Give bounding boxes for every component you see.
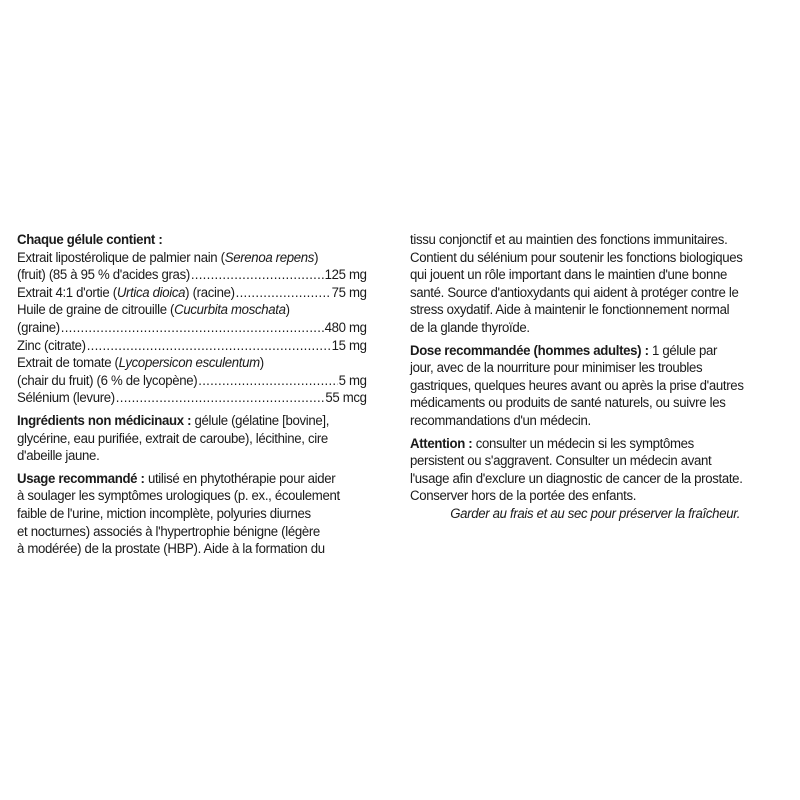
nonmedicinal-line: d'abeille jaune.: [17, 448, 100, 465]
leader-dots: [191, 267, 324, 285]
ingredient-palmetto-amount-row: (fruit) (85 à 95 % d'acides gras) ..... 125 mg: [17, 267, 367, 285]
usage-continued-line: qui jouent un rôle important dans le maintien d'une bonne: [410, 267, 727, 284]
leader-dots: [61, 320, 324, 338]
leader-dots: [236, 285, 331, 303]
nonmedicinal-line: glycérine, eau purifiée, extrait de caroube), lécithine, cire: [17, 430, 328, 447]
right-column: [410, 232, 791, 524]
ingredient-selenium-row: Sélénium (levure) ..... 55 mcg: [17, 390, 367, 408]
ingredient-tomato-name: Extrait de tomate (Lycopersicon esculentum): [17, 355, 264, 372]
caution-paragraph: Attention : consulter un médecin si les symptômes: [410, 435, 694, 452]
dose-paragraph: Dose recommandée (hommes adultes) : 1 gélule par: [410, 342, 718, 359]
storage-note: Garder au frais et au sec pour préserver la fraîcheur.: [450, 505, 741, 522]
dose-line: recommandations d'un médecin.: [410, 412, 591, 429]
dose-line: gastriques, quelques heures avant ou après la prise d'autres: [410, 377, 744, 394]
caution-line: l'usage afin d'exclure un diagnostic de cancer de la prostate.: [410, 470, 743, 487]
ingredient-amount: 125 mg: [324, 267, 367, 284]
leader-dots: [116, 390, 325, 408]
usage-line: faible de l'urine, miction incomplète, polyuries diurnes: [17, 505, 311, 522]
ingredient-nettle-row: Extrait 4:1 d'ortie (Urtica dioica) (racine) ..... 75 mg: [17, 285, 367, 303]
contents-heading: Chaque gélule contient :: [17, 232, 163, 248]
left-column: [17, 232, 389, 559]
usage-line: à soulager les symptômes urologiques (p. ex., écoulement: [17, 488, 340, 505]
usage-line: à modérée) de la prostate (HBP). Aide à la formation du: [17, 541, 325, 558]
ingredient-amount: 15 mg: [331, 337, 367, 354]
nonmedicinal-paragraph: Ingrédients non médicinaux : gélule (gélatine [bovine],: [17, 412, 330, 429]
usage-continued-line: santé. Source d'antioxydants qui aident à protéger contre le: [410, 284, 739, 301]
usage-continued-line: de la glande thyroïde.: [410, 319, 530, 336]
dose-heading: Dose recommandée (hommes adultes) :: [410, 342, 649, 359]
ingredient-amount: 55 mcg: [325, 390, 367, 407]
usage-continued-line: Contient du sélénium pour soutenir les fonctions biologiques: [410, 249, 743, 266]
usage-continued-line: tissu conjonctif et au maintien des fonctions immunitaires.: [410, 232, 728, 248]
usage-line: et nocturnes) associés à l'hypertrophie bénigne (légère: [17, 523, 320, 540]
usage-heading: Usage recommandé :: [17, 470, 145, 487]
caution-line: persistent ou s'aggravent. Consulter un médecin avant: [410, 453, 712, 470]
ingredient-pumpkin-name: Huile de graine de citrouille (Cucurbita moschata): [17, 302, 290, 319]
ingredient-amount: 5 mg: [338, 372, 367, 389]
leader-dots: [87, 338, 331, 356]
ingredient-tomato-amount-row: (chair du fruit) (6 % de lycopène) ..... 5 mg: [17, 373, 367, 391]
caution-line: Conserver hors de la portée des enfants.: [410, 488, 637, 505]
ingredient-amount: 75 mg: [331, 284, 367, 301]
usage-paragraph: Usage recommandé : utilisé en phytothérapie pour aider: [17, 470, 336, 487]
ingredient-zinc-row: Zinc (citrate) ..... 15 mg: [17, 338, 367, 356]
ingredient-palmetto-name: Extrait lipostérolique de palmier nain (Serenoa repens): [17, 249, 319, 266]
dose-line: jour, avec de la nourriture pour minimiser les troubles: [410, 360, 703, 377]
caution-heading: Attention :: [410, 435, 473, 452]
leader-dots: [198, 373, 337, 391]
nonmedicinal-heading: Ingrédients non médicinaux :: [17, 412, 192, 429]
ingredient-amount: 480 mg: [324, 319, 367, 336]
usage-continued-line: stress oxydatif. Aide à maintenir le fonctionnement normal: [410, 302, 730, 319]
dose-line: médicaments ou produits de santé naturels, ou suivre les: [410, 395, 726, 412]
ingredient-pumpkin-amount-row: (graine) ..... 480 mg: [17, 320, 367, 338]
